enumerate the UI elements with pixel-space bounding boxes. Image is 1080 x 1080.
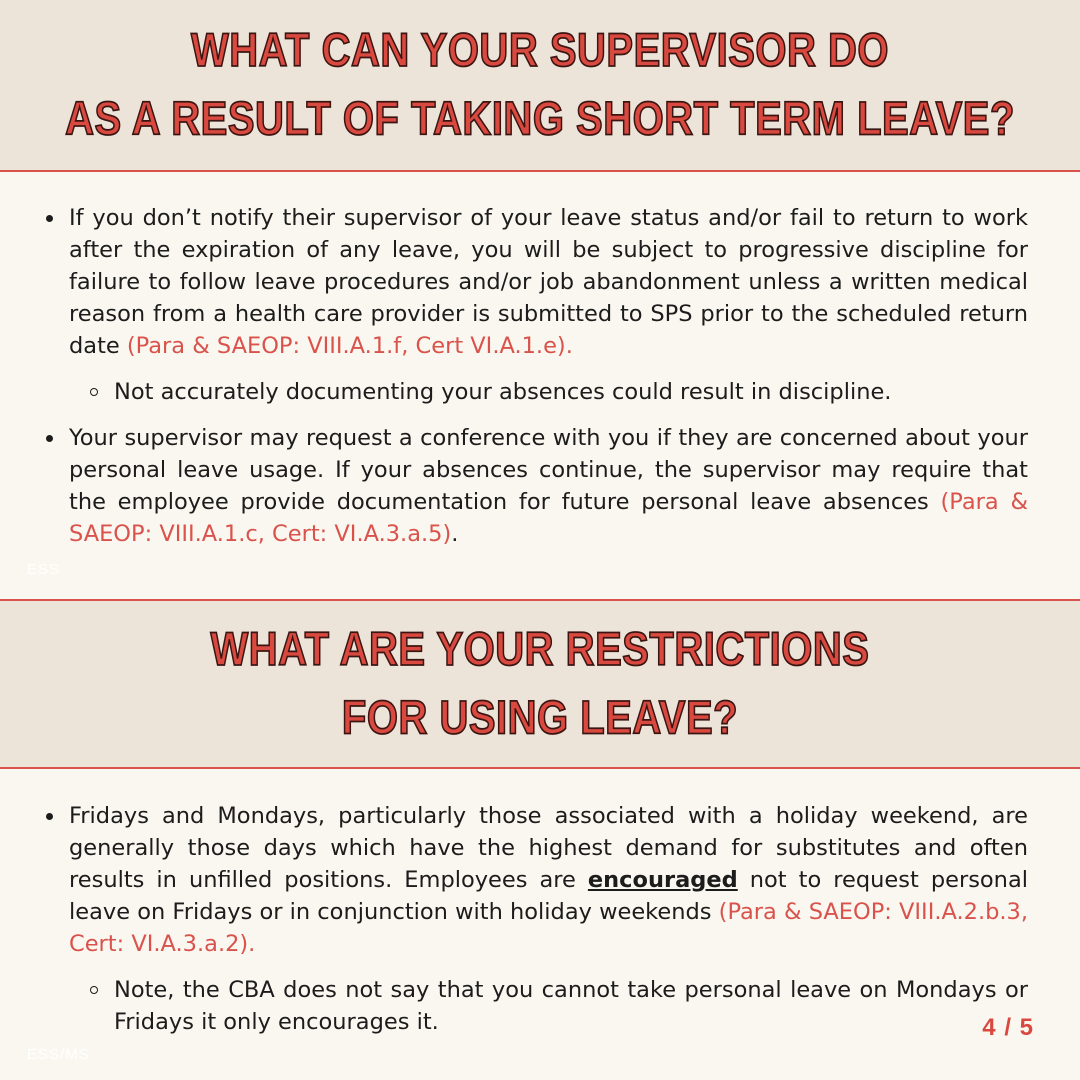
- bullet-text: If you don’t notify their supervisor of your leave status and/or fail to return to work after the expiration of any leave, you will be subject to progressive discipline for failure to follow leave procedures and/or job abandonment unless a written medical reason from a health care provider is submitted to SPS prior to the scheduled return date: [69, 205, 1028, 359]
- section1-sub-bullet: Not accurately documenting your absences could result in discipline.: [87, 376, 1028, 408]
- section2-header: [0, 599, 1080, 769]
- bullet-text-after: not to request personal leave on Fridays or in conjunction with holiday weekends: [69, 867, 1028, 925]
- section1-bullet-conference: [42, 422, 1028, 550]
- page-number: 4 / 5: [982, 1014, 1034, 1041]
- bullet-end: .: [451, 521, 459, 547]
- section2-heading-line1: WHAT ARE YOUR RESTRICTIONS: [210, 623, 870, 676]
- section1-bullet-notify: [42, 202, 1028, 362]
- section2-heading: [211, 616, 870, 753]
- section2-sub-bullet: Note, the CBA does not say that you cannot take personal leave on Mondays or Fridays it only encourages it.: [87, 974, 1028, 1038]
- section1-heading-line2: AS A RESULT OF TAKING SHORT TERM LEAVE?: [65, 93, 1015, 146]
- section2-bullet-fridays: [42, 800, 1028, 960]
- watermark-top: ESS: [27, 561, 61, 578]
- section1-heading: [65, 17, 1015, 154]
- reference-citation: (Para & SAEOP: VIII.A.1.f, Cert VI.A.1.e).: [126, 333, 573, 359]
- reference-citation: (Para & SAEOP: VIII.A.1.c, Cert: VI.A.3.a.5): [69, 489, 1028, 547]
- section1-heading-line1: WHAT CAN YOUR SUPERVISOR DO: [190, 24, 889, 77]
- watermark-bottom: ESS/MS: [27, 1046, 90, 1063]
- reference-citation: (Para & SAEOP: VIII.A.2.b.3, Cert: VI.A.3.a.2).: [69, 899, 1028, 957]
- section2-content: [42, 800, 1028, 1052]
- section1-list: [42, 202, 1028, 362]
- section2-heading-line2: FOR USING LEAVE?: [341, 692, 739, 745]
- section1-header: [0, 0, 1080, 172]
- section1-sublist: [42, 376, 1028, 408]
- bullet-text: Fridays and Mondays, particularly those associated with a holiday weekend, are generally those days which have the highest demand for substitutes and often results in unfilled positions. Employees are: [69, 803, 1028, 893]
- bullet-text: Your supervisor may request a conference with you if they are concerned about your personal leave usage. If your absences continue, the supervisor may require that the employee provide documentation for future personal leave absences: [69, 425, 1028, 515]
- section2-list: [42, 800, 1028, 960]
- section2-sublist: [42, 974, 1028, 1038]
- section1-list-2: [42, 422, 1028, 550]
- section1-content: [42, 202, 1028, 564]
- emphasis-encouraged: encouraged: [587, 867, 738, 893]
